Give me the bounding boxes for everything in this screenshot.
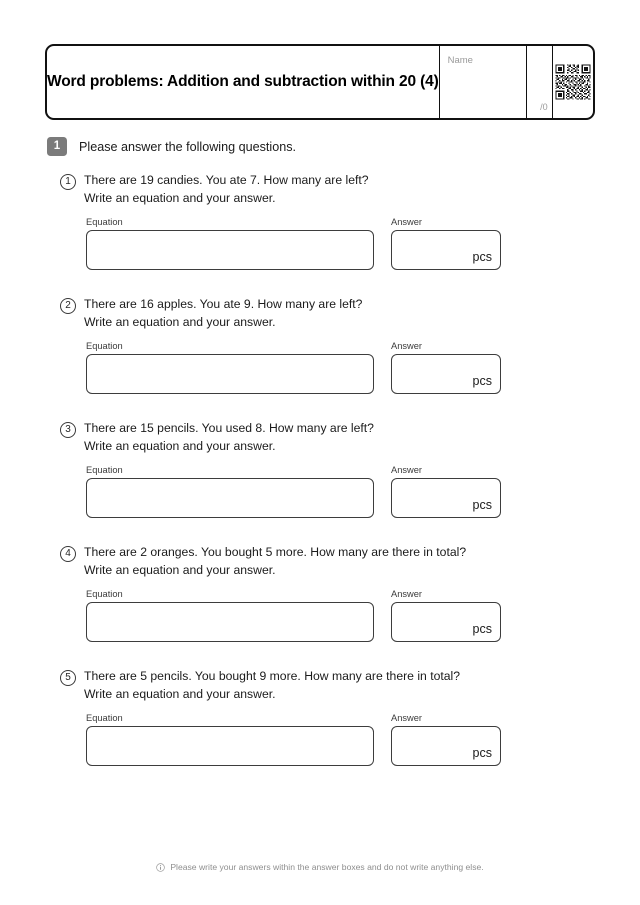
answer-input[interactable]	[391, 602, 501, 642]
equation-label: Equation	[86, 341, 123, 351]
answer-field-group	[391, 342, 501, 394]
equation-input[interactable]	[86, 726, 374, 766]
equation-input[interactable]	[86, 478, 374, 518]
question-number-circle: 2	[60, 298, 76, 314]
question-fields	[86, 342, 501, 394]
question-header	[60, 296, 362, 330]
answer-label: Answer	[391, 713, 423, 723]
equation-label: Equation	[86, 465, 123, 475]
equation-label: Equation	[86, 217, 123, 227]
question-text-block	[84, 296, 362, 330]
answer-field-group	[391, 590, 501, 642]
question-number-circle: 4	[60, 546, 76, 562]
equation-field-group	[86, 218, 374, 270]
question-fields	[86, 714, 501, 766]
student-name-field[interactable]	[440, 46, 527, 118]
student-name-label: Name	[447, 55, 473, 66]
page-title: Word problems: Addition and subtraction within 20 (4)	[47, 73, 439, 91]
question-prompt: There are 19 candies. You ate 7. How many are left?	[84, 173, 369, 187]
equation-input[interactable]	[86, 354, 374, 394]
question-item	[0, 292, 640, 416]
score-total: /0	[540, 102, 548, 112]
unit-label: pcs	[472, 374, 492, 389]
qr-code-icon	[554, 59, 592, 105]
equation-field-group	[86, 714, 374, 766]
answer-input[interactable]	[391, 478, 501, 518]
equation-field-group	[86, 342, 374, 394]
answer-input[interactable]	[391, 230, 501, 270]
equation-field-group	[86, 590, 374, 642]
info-circle-icon	[156, 863, 165, 872]
question-item	[0, 664, 640, 788]
question-item	[0, 540, 640, 664]
answer-label: Answer	[391, 217, 423, 227]
question-item	[0, 168, 640, 292]
answer-label: Answer	[391, 589, 423, 599]
equation-label: Equation	[86, 589, 123, 599]
question-prompt: There are 15 pencils. You used 8. How many are left?	[84, 421, 374, 435]
question-text-block	[84, 668, 460, 702]
header-title-cell	[47, 46, 440, 118]
question-prompt: There are 2 oranges. You bought 5 more. How many are there in total?	[84, 545, 467, 559]
question-fields	[86, 590, 501, 642]
unit-label: pcs	[472, 622, 492, 637]
question-fields	[86, 466, 501, 518]
question-item	[0, 416, 640, 540]
question-text-block	[84, 420, 374, 454]
question-prompt: There are 16 apples. You ate 9. How many are left?	[84, 297, 363, 311]
question-header	[60, 668, 460, 702]
answer-field-group	[391, 714, 501, 766]
answer-field-group	[391, 218, 501, 270]
question-subprompt: Write an equation and your answer.	[84, 315, 276, 330]
unit-label: pcs	[472, 498, 492, 513]
question-subprompt: Write an equation and your answer.	[84, 687, 276, 702]
questions-list	[0, 168, 640, 788]
equation-input[interactable]	[86, 602, 374, 642]
question-subprompt: Write an equation and your answer.	[84, 439, 276, 454]
answer-label: Answer	[391, 341, 423, 351]
equation-field-group	[86, 466, 374, 518]
question-fields	[86, 218, 501, 270]
question-number-circle: 5	[60, 670, 76, 686]
answer-label: Answer	[391, 465, 423, 475]
question-number-circle: 3	[60, 422, 76, 438]
worksheet-header	[45, 44, 595, 120]
answer-field-group	[391, 466, 501, 518]
header-qr-cell	[553, 46, 593, 118]
equation-label: Equation	[86, 713, 123, 723]
section-number-badge: 1	[47, 137, 67, 156]
instruction-text: Please answer the following questions.	[79, 139, 297, 154]
question-number-circle: 1	[60, 174, 76, 190]
equation-input[interactable]	[86, 230, 374, 270]
question-header	[60, 172, 369, 206]
question-header	[60, 544, 466, 578]
question-text-block	[84, 172, 369, 206]
footer-text: Please write your answers within the answer boxes and do not write anything else.	[170, 862, 484, 872]
footer-note	[0, 862, 640, 872]
unit-label: pcs	[472, 746, 492, 761]
question-subprompt: Write an equation and your answer.	[84, 563, 276, 578]
question-prompt: There are 5 pencils. You bought 9 more. How many are there in total?	[84, 669, 461, 683]
unit-label: pcs	[472, 250, 492, 265]
question-header	[60, 420, 374, 454]
answer-input[interactable]	[391, 354, 501, 394]
question-text-block	[84, 544, 466, 578]
score-field[interactable]	[527, 46, 553, 118]
question-subprompt: Write an equation and your answer.	[84, 191, 276, 206]
answer-input[interactable]	[391, 726, 501, 766]
instruction-row	[47, 137, 296, 156]
